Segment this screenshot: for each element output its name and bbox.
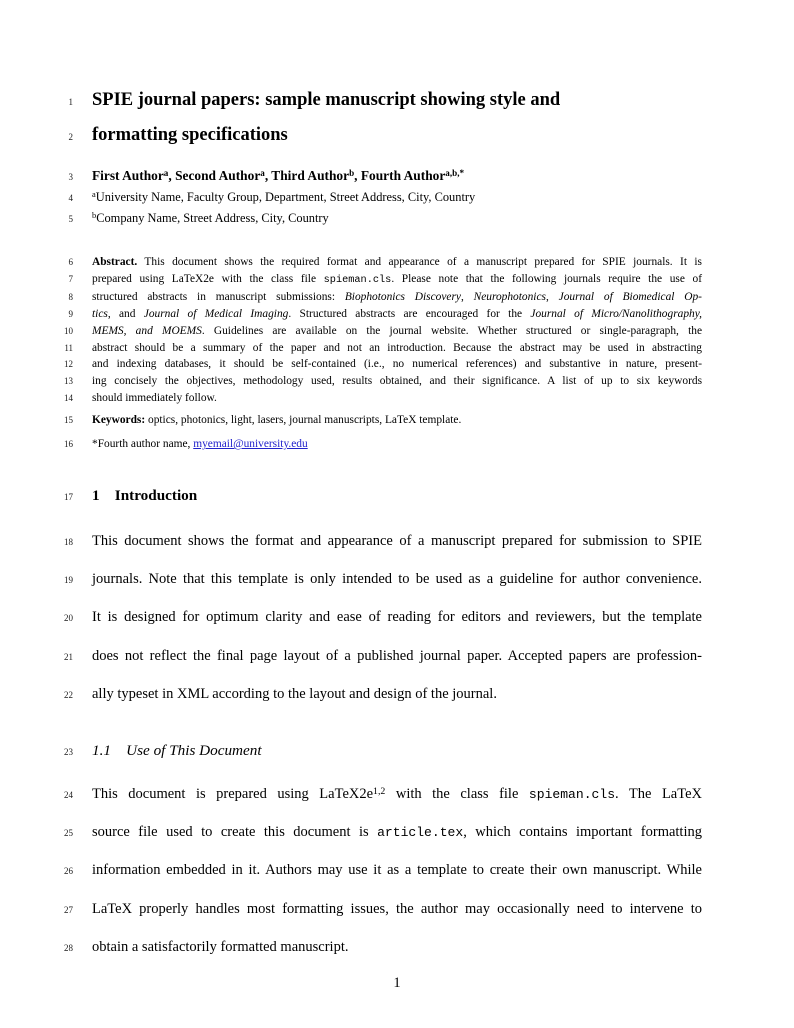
line-row bbox=[0, 373, 702, 390]
subsection-heading-use-of-this-document bbox=[0, 741, 702, 762]
line-row bbox=[0, 390, 702, 407]
text-segment: 1.1 Use of This Document bbox=[92, 741, 262, 759]
line-number: 26 bbox=[64, 866, 73, 877]
text-segment: tics bbox=[92, 307, 108, 320]
line-text bbox=[92, 891, 702, 928]
line-text bbox=[92, 306, 702, 323]
line-number: 21 bbox=[64, 651, 73, 662]
line-text bbox=[92, 436, 702, 453]
line-text bbox=[92, 676, 702, 713]
text-segment: 1,2 bbox=[373, 785, 386, 797]
line-text bbox=[92, 340, 702, 357]
abstract bbox=[0, 254, 702, 407]
line-number: 14 bbox=[64, 393, 73, 404]
text-segment: ing concisely the objectives, methodology used, results obtained, and their significance. A list of up to six keywords bbox=[92, 375, 702, 388]
paragraph-introduction bbox=[0, 523, 702, 714]
text-segment: does not reflect the final page layout of a published journal paper. Accepted papers are profession- bbox=[92, 647, 702, 664]
authors-and-affiliations bbox=[0, 165, 702, 229]
line-row bbox=[0, 486, 702, 507]
text-segment: , bbox=[460, 290, 474, 303]
line-text bbox=[92, 486, 702, 506]
text-segment: optics, photonics, light, lasers, journal manuscripts, LaTeX template. bbox=[145, 414, 462, 427]
line-text bbox=[92, 852, 702, 889]
text-segment: , which contains important formatting bbox=[463, 824, 702, 841]
text-segment: Keywords: bbox=[92, 414, 146, 427]
line-number: 5 bbox=[68, 213, 73, 224]
text-segment: . The LaTeX bbox=[615, 785, 702, 802]
text-segment: Abstract. bbox=[92, 256, 138, 268]
line-number: 18 bbox=[64, 536, 73, 547]
line-text bbox=[92, 390, 702, 407]
line-number: 7 bbox=[68, 273, 73, 284]
line-number: 9 bbox=[68, 308, 73, 319]
text-segment: 1 Introduction bbox=[92, 486, 198, 504]
text-segment: , bbox=[264, 168, 272, 183]
line-text bbox=[92, 289, 702, 306]
text-segment: obtain a satisfactorily formatted manuscript. bbox=[92, 938, 349, 955]
text-segment: . Structured abstracts are encouraged for the bbox=[288, 307, 531, 320]
text-segment: , bbox=[354, 168, 361, 183]
line-number: 22 bbox=[64, 689, 73, 700]
email-link[interactable]: myemail@university.edu bbox=[193, 438, 308, 451]
line-number: 15 bbox=[64, 415, 73, 426]
line-text bbox=[92, 356, 702, 373]
line-text bbox=[92, 599, 702, 636]
line-row bbox=[0, 638, 702, 676]
text-segment: a bbox=[260, 167, 265, 178]
line-number: 1 bbox=[68, 97, 73, 107]
line-text bbox=[92, 323, 702, 340]
line-number: 28 bbox=[64, 942, 73, 953]
text-segment: structured abstracts in manuscript submissions: bbox=[92, 290, 345, 303]
line-text bbox=[92, 165, 702, 188]
line-number: 6 bbox=[68, 257, 73, 267]
keywords bbox=[0, 412, 702, 429]
text-segment: , bbox=[168, 168, 176, 183]
author-footnote bbox=[0, 436, 702, 453]
text-segment: It is designed for optimum clarity and ease of reading for editors and reviewers, but the template bbox=[92, 609, 702, 626]
text-segment: Journal of Medical Imaging bbox=[143, 307, 289, 320]
line-row bbox=[0, 254, 702, 271]
line-text bbox=[92, 814, 702, 851]
line-row bbox=[0, 271, 702, 289]
paragraph-use-of-document bbox=[0, 776, 702, 967]
line-number: 19 bbox=[64, 575, 73, 586]
text-segment: Company Name, Street Address, City, Country bbox=[96, 210, 329, 225]
line-row bbox=[0, 929, 702, 967]
text-segment: journals. Note that this template is only intended to be used as a guideline for author convenience. bbox=[92, 571, 702, 588]
line-text bbox=[92, 523, 702, 560]
text-segment: This document is prepared using LaTeX2e bbox=[92, 785, 374, 802]
line-number: 11 bbox=[64, 342, 73, 353]
text-segment: First Author bbox=[92, 168, 164, 183]
text-segment: , and bbox=[107, 307, 144, 320]
section-heading-introduction bbox=[0, 486, 702, 507]
line-text bbox=[92, 638, 702, 675]
line-number: 10 bbox=[64, 325, 73, 336]
line-row bbox=[0, 599, 702, 637]
line-text bbox=[92, 188, 702, 209]
text-segment: with the class file bbox=[385, 785, 529, 802]
text-segment: should immediately follow. bbox=[92, 392, 217, 405]
line-text bbox=[92, 119, 702, 152]
manuscript-body bbox=[0, 84, 702, 967]
line-text bbox=[92, 561, 702, 598]
line-number: 27 bbox=[64, 904, 73, 915]
line-row bbox=[0, 776, 702, 814]
line-row bbox=[0, 561, 702, 599]
line-text bbox=[92, 271, 702, 289]
text-segment: Neurophotonics bbox=[473, 290, 546, 303]
text-segment: LaTeX properly handles most formatting issues, the author may occasionally need to intervene to bbox=[92, 900, 702, 917]
text-segment: b bbox=[92, 209, 97, 220]
line-row bbox=[0, 814, 702, 852]
line-row bbox=[0, 676, 702, 714]
text-segment: Biophotonics Discovery bbox=[344, 290, 461, 303]
text-segment: spieman.cls bbox=[323, 273, 392, 286]
line-row bbox=[0, 852, 702, 890]
text-segment: b bbox=[349, 167, 355, 178]
text-segment: source file used to create this document is bbox=[92, 824, 378, 841]
text-segment: formatting specifications bbox=[92, 125, 288, 145]
line-text bbox=[92, 254, 702, 271]
line-text bbox=[92, 741, 702, 761]
line-number: 8 bbox=[68, 291, 73, 302]
line-number: 13 bbox=[64, 376, 73, 387]
line-text bbox=[92, 209, 702, 230]
line-number: 25 bbox=[64, 828, 73, 839]
text-segment: abstract should be a summary of the paper and not an introduction. Because the abstract may be used in abstracting bbox=[92, 341, 702, 354]
line-number: 17 bbox=[64, 491, 73, 502]
line-number: 23 bbox=[64, 746, 73, 757]
line-row bbox=[0, 741, 702, 762]
text-segment: a bbox=[163, 167, 169, 178]
line-number: 2 bbox=[68, 132, 73, 142]
text-segment: , bbox=[545, 290, 559, 303]
text-segment: Fourth Author bbox=[360, 168, 446, 183]
line-row bbox=[0, 340, 702, 357]
text-segment: University Name, Faculty Group, Department, Street Address, City, Country bbox=[95, 190, 476, 204]
line-text bbox=[92, 929, 702, 966]
text-segment: Journal of Micro/Nanolithography, bbox=[530, 307, 702, 320]
line-row bbox=[0, 356, 702, 373]
text-segment: a bbox=[92, 189, 96, 200]
line-row bbox=[0, 891, 702, 929]
text-segment: prepared using LaTeX2e with the class file bbox=[92, 272, 324, 285]
text-segment: . Please note that the following journals require the use of bbox=[391, 272, 702, 285]
line-text bbox=[92, 84, 702, 117]
line-row bbox=[0, 323, 702, 340]
line-row bbox=[0, 84, 702, 119]
text-segment: ally typeset in XML according to the layout and design of the journal. bbox=[92, 685, 497, 702]
line-number: 3 bbox=[68, 172, 73, 182]
line-number: 24 bbox=[64, 789, 73, 800]
text-segment: article.tex bbox=[377, 825, 464, 841]
text-segment: SPIE journal papers: sample manuscript showing style and bbox=[92, 90, 561, 110]
text-segment: MEMS, and MOEMS bbox=[92, 324, 202, 337]
line-row bbox=[0, 119, 702, 154]
text-segment: a,b,* bbox=[445, 167, 465, 178]
line-row bbox=[0, 412, 702, 429]
line-row bbox=[0, 188, 702, 209]
line-number: 20 bbox=[64, 613, 73, 624]
text-segment: This document shows the required format and appearance of a manuscript prepared for SPIE journals. It is bbox=[137, 256, 702, 268]
text-segment: *Fourth author name, bbox=[92, 438, 194, 451]
line-text bbox=[92, 373, 702, 390]
paper-title bbox=[0, 84, 702, 154]
line-text bbox=[92, 776, 702, 814]
line-text bbox=[92, 412, 702, 429]
text-segment: . Guidelines are available on the journal website. Whether structured or single-paragraph, the bbox=[201, 324, 702, 337]
page-number: 1 bbox=[393, 975, 401, 991]
text-segment: Second Author bbox=[175, 168, 261, 183]
text-segment: information embedded in it. Authors may use it as a template to create their own manuscript. While bbox=[92, 862, 702, 879]
line-row bbox=[0, 436, 702, 453]
text-segment: spieman.cls bbox=[528, 786, 616, 802]
text-segment: This document shows the format and appearance of a manuscript prepared for submission to SPIE bbox=[92, 532, 702, 549]
line-row bbox=[0, 523, 702, 561]
line-row bbox=[0, 209, 702, 230]
text-segment: Third Author bbox=[271, 168, 350, 183]
line-row bbox=[0, 306, 702, 323]
line-number: 4 bbox=[68, 193, 73, 203]
text-segment: and indexing databases, it should be self-contained (i.e., no numerical references) and substantive in nature, present- bbox=[92, 358, 702, 371]
text-segment: Journal of Biomedical Op- bbox=[558, 290, 702, 303]
line-row bbox=[0, 165, 702, 188]
line-row bbox=[0, 289, 702, 306]
line-number: 12 bbox=[64, 359, 73, 370]
line-number: 16 bbox=[64, 439, 73, 450]
